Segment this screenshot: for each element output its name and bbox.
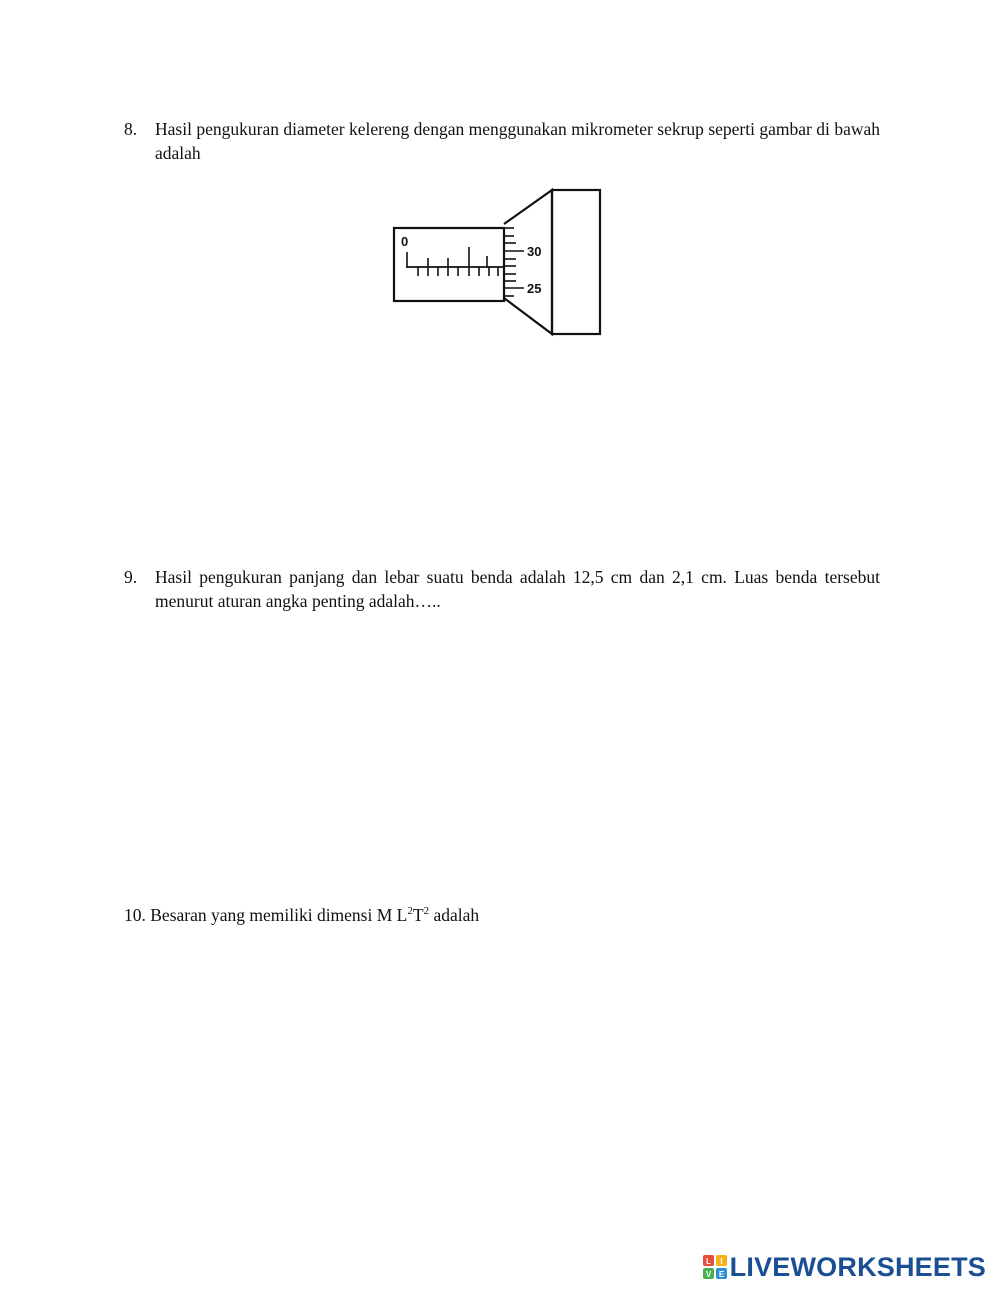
question-text: Hasil pengukuran diameter kelereng dengan menggunakan mikrometer sekrup seperti gambar di bawah adalah — [155, 119, 880, 163]
micrometer-figure — [388, 186, 608, 338]
liveworksheets-logo-icon — [703, 1255, 727, 1279]
logo-letter: L — [705, 1257, 711, 1266]
question-number: 10. — [124, 905, 146, 925]
question-number: 8. — [124, 119, 138, 139]
question-8 — [124, 117, 880, 165]
question-text-part: Besaran yang memiliki dimensi M L — [150, 905, 408, 925]
superscript: 2 — [407, 905, 413, 917]
thimble-cap — [552, 190, 600, 334]
main-scale-zero-label: 0 — [401, 234, 409, 249]
question-10 — [124, 903, 884, 930]
superscript: 2 — [423, 905, 430, 917]
question-text-part: T — [412, 905, 424, 925]
question-text-part: adalah — [429, 905, 480, 925]
logo-letter: V — [705, 1270, 711, 1279]
question-text: Hasil pengukuran panjang dan lebar suatu benda adalah 12,5 cm dan 2,1 cm. Luas benda tersebut menurut aturan angka penting adalah….. — [155, 567, 880, 611]
main-scale-ticks — [407, 247, 498, 276]
brand-name: LIVEWORKSHEETS — [729, 1251, 986, 1282]
question-text — [124, 903, 884, 930]
thimble-cone — [504, 190, 552, 334]
question-number: 9. — [124, 567, 138, 587]
logo-letter: I — [720, 1257, 723, 1266]
thimble-label-25: 25 — [527, 281, 542, 296]
question-9 — [124, 565, 880, 613]
logo-letter: E — [718, 1270, 724, 1279]
liveworksheets-brand — [703, 1252, 986, 1282]
thimble-label-30: 30 — [527, 244, 542, 259]
thimble-ticks — [504, 228, 524, 296]
